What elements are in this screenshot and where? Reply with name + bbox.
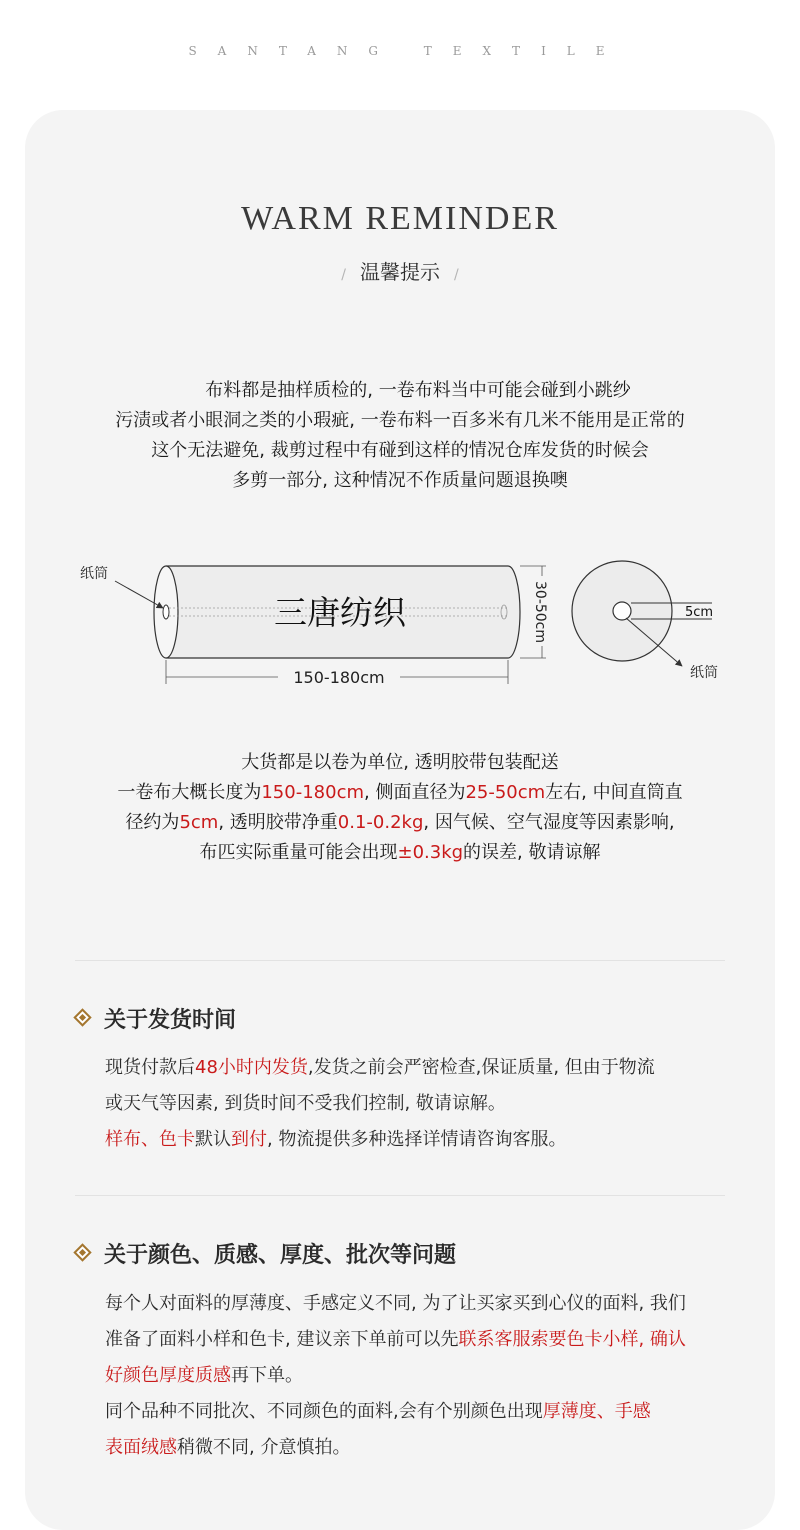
- intro-paragraph: [0, 376, 800, 496]
- intro-line: 布料都是抽样质检的, 一卷布料当中可能会碰到小跳纱: [205, 380, 631, 401]
- slash-right: /: [454, 267, 459, 283]
- packing-line: 布匹实际重量可能会出现±0.3kg的误差, 敬请谅解: [199, 842, 601, 863]
- packing-paragraph: [0, 748, 800, 868]
- shipping-section-body: [105, 1050, 735, 1158]
- body-line: 现货付款后48小时内发货,发货之前会严密检查,保证质量, 但由于物流: [105, 1057, 655, 1078]
- title-english: WARM REMINDER: [241, 200, 559, 237]
- core-diameter-label: 5cm: [685, 605, 714, 620]
- length-label: 150-180cm: [293, 668, 385, 687]
- body-line: 表面绒感稍微不同, 介意慎拍。: [105, 1437, 351, 1458]
- body-line: 好颜色厚度质感再下单。: [105, 1365, 303, 1386]
- diameter-dimension: [520, 566, 548, 658]
- slash-left: /: [341, 267, 346, 283]
- body-line: 每个人对面料的厚薄度、手感定义不同, 为了让买家买到心仪的面料, 我们: [105, 1293, 686, 1314]
- diamond-bullet-icon: [73, 1008, 91, 1026]
- fabric-roll-side-view: [154, 566, 520, 658]
- color-section-title: 关于颜色、质感、厚度、批次等问题: [76, 1238, 456, 1269]
- section-divider: [75, 960, 725, 961]
- paper-tube-label-left: 纸筒: [80, 566, 108, 582]
- packing-line: 径约为5cm, 透明胶带净重0.1-0.2kg, 因气候、空气湿度等因素影响,: [125, 812, 675, 833]
- diamond-bullet-icon: [73, 1243, 91, 1261]
- brand-wordmark: SANTANG TEXTILE: [188, 44, 626, 58]
- body-line: 样布、色卡默认到付, 物流提供多种选择详情请咨询客服。: [105, 1129, 567, 1150]
- title-chinese-text: 温馨提示: [360, 260, 440, 284]
- intro-line: 这个无法避免, 裁剪过程中有碰到这样的情况仓库发货的时候会: [151, 440, 649, 461]
- fabric-roll-end-view: [572, 561, 718, 681]
- packing-line: 一卷布大概长度为150-180cm, 侧面直径为25-50cm左右, 中间直筒直: [117, 782, 683, 803]
- body-line: 同个品种不同批次、不同颜色的面料,会有个别颜色出现厚薄度、手感: [105, 1401, 651, 1422]
- title-chinese: [0, 256, 800, 285]
- paper-tube-label-right: 纸筒: [690, 665, 718, 681]
- color-section-body: [105, 1286, 735, 1466]
- section-divider: [75, 1195, 725, 1196]
- fabric-roll-diagram: [70, 548, 740, 698]
- shipping-section-title: 关于发货时间: [76, 1003, 236, 1034]
- packing-line: 大货都是以卷为单位, 透明胶带包装配送: [241, 752, 559, 773]
- intro-line: 多剪一部分, 这种情况不作质量问题退换噢: [232, 470, 568, 491]
- roll-brand-label: 三唐纺织: [274, 593, 406, 632]
- body-line: 准备了面料小样和色卡, 建议亲下单前可以先联系客服索要色卡小样, 确认: [105, 1329, 686, 1350]
- length-dimension: [166, 660, 508, 687]
- intro-line: 污渍或者小眼洞之类的小瑕疵, 一卷布料一百多米有几米不能用是正常的: [115, 410, 685, 431]
- diameter-label: 30-50cm: [532, 580, 548, 644]
- body-line: 或天气等因素, 到货时间不受我们控制, 敬请谅解。: [105, 1093, 506, 1114]
